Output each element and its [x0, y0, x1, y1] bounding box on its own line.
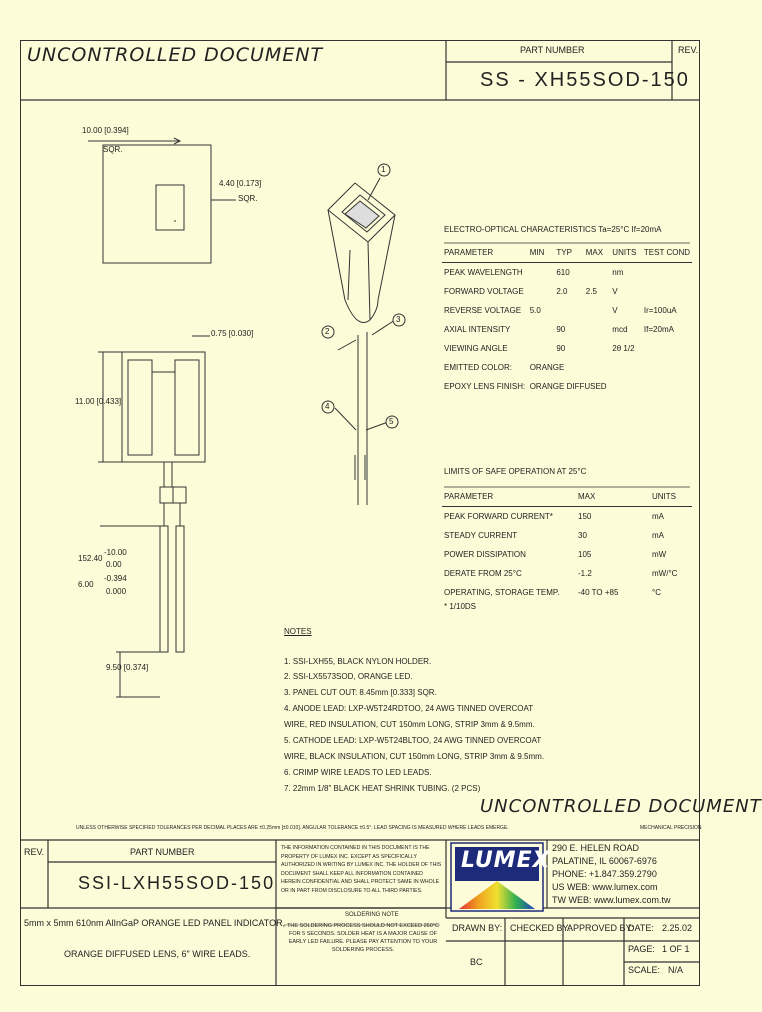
description-line-2: ORANGE DIFFUSED LENS, 6" WIRE LEADS.	[64, 949, 251, 959]
note-line: WIRE, RED INSULATION, CUT 150mm LONG, STRIP 3mm & 9.5mm.	[284, 720, 535, 729]
cell: 610	[556, 268, 570, 277]
part-number-label-top: PART NUMBER	[520, 45, 585, 55]
dim-wire-c: 0.00	[106, 560, 122, 569]
limits-footnote: * 1/10DS	[444, 602, 477, 611]
cell	[528, 282, 555, 301]
address-line: TW WEB: www.lumex.com.tw	[552, 895, 671, 905]
confidential-note: THE INFORMATION CONTAINED IN THIS DOCUMENT IS THE PROPERTY OF LUMEX INC. EXCEPT AS SPECIFICALLY AUTHORIZED IN WRITING BY LUMEX INC. THE HOLDER OF THIS DOCUMENT SHALL KEEP ALL INFORMATION CONTAINED HEREIN CONFIDENTIAL AND SHALL PROTECT SAME IN WHOLE OR IN PART FROM DISCLOSURE TO ALL THIRD PARTIES.	[281, 845, 442, 894]
cell: 30	[578, 531, 587, 540]
cell	[528, 263, 555, 283]
lumex-logo	[449, 841, 551, 913]
rev-label-top: REV.	[678, 45, 699, 55]
cell	[584, 339, 611, 358]
cell: FORWARD VOLTAGE	[444, 287, 524, 296]
cell: mA	[652, 512, 664, 521]
electro-h-max: MAX	[584, 243, 611, 263]
table-row	[442, 507, 692, 527]
limits-h-param: PARAMETER	[442, 487, 576, 507]
note-line: 4. ANODE LEAD: LXP-W5T24RDTOO, 24 AWG TINNED OVERCOAT	[284, 704, 534, 713]
uncontrolled-doc-top: UNCONTROLLED DOCUMENT	[27, 44, 324, 66]
cell: 2.0	[556, 287, 568, 296]
cell: PEAK WAVELENGTH	[444, 268, 523, 277]
cell	[642, 339, 692, 358]
cell: 5.0	[529, 306, 541, 315]
electro-table	[442, 243, 692, 396]
callout-3: 3	[396, 315, 401, 324]
table-row	[442, 377, 692, 396]
cell: ORANGE DIFFUSED	[529, 382, 607, 391]
checked-by-label: CHECKED BY:	[510, 923, 571, 933]
electro-title: ELECTRO-OPTICAL CHARACTERISTICS Ta=25°C If=20mA	[444, 225, 662, 234]
note-line: 3. PANEL CUT OUT: 8.45mm [0.333] SQR.	[284, 688, 437, 697]
rev-label-bottom: REV.	[24, 847, 45, 857]
cell: mW	[652, 550, 667, 559]
cell	[584, 320, 611, 339]
cell	[584, 263, 611, 283]
limits-title: LIMITS OF SAFE OPERATION AT 25°C	[444, 467, 587, 476]
cell: VIEWING ANGLE	[444, 344, 508, 353]
table-row	[442, 339, 692, 358]
cell: V	[612, 287, 618, 296]
callout-2: 2	[325, 327, 330, 336]
page-value: 1 OF 1	[662, 944, 690, 954]
note-line: 1. SSI-LXH55, BLACK NYLON HOLDER.	[284, 657, 432, 666]
electro-h-min: MIN	[528, 243, 555, 263]
cell: °C	[652, 588, 661, 597]
electro-h-param: PARAMETER	[442, 243, 528, 263]
date-label: DATE:	[628, 923, 654, 933]
drawn-by: BC	[470, 957, 483, 967]
dim-height: 11.00 [0.433]	[75, 397, 122, 406]
table-row	[442, 583, 692, 602]
cell: mW/°C	[652, 569, 678, 578]
cell: DERATE FROM 25°C	[444, 569, 522, 578]
address-line: PHONE: +1.847.359.2790	[552, 869, 657, 879]
dim-width: 10.00 [0.394]	[82, 126, 129, 135]
callout-4: 4	[325, 402, 330, 411]
cell: mA	[652, 531, 664, 540]
table-row	[442, 545, 692, 564]
cell: 105	[578, 550, 592, 559]
page-label: PAGE:	[628, 944, 655, 954]
dim-wire-e: -0.394	[104, 574, 127, 583]
dim-width-sub: SQR.	[103, 145, 123, 154]
cell: nm	[612, 268, 624, 277]
electro-h-units: UNITS	[610, 243, 642, 263]
cell	[528, 320, 555, 339]
dim-inner-sub: SQR.	[238, 194, 258, 203]
cell: PEAK FORWARD CURRENT*	[444, 512, 553, 521]
callout-5: 5	[389, 417, 394, 426]
cell: 150	[578, 512, 592, 521]
electro-header-row	[442, 243, 692, 263]
table-row	[442, 564, 692, 583]
uncontrolled-doc-bottom: UNCONTROLLED DOCUMENT	[480, 796, 762, 817]
tolerance-note: UNLESS OTHERWISE SPECIFIED TOLERANCES PER DECIMAL PLACES ARE ±0.25mm [±0.010]. ANGULAR TOLERANCE ±0.5°. LEAD SPACING IS MEASURED WHERE LEADS EMERGE.	[76, 825, 509, 831]
date-value: 2.25.02	[662, 923, 693, 933]
description-line-1: 5mm x 5mm 610nm AlInGaP ORANGE LED PANEL INDICATOR,	[24, 918, 286, 928]
table-row	[442, 263, 692, 283]
part-number-label-bottom: PART NUMBER	[130, 847, 195, 857]
cell	[642, 263, 692, 283]
limits-h-units: UNITS	[650, 487, 692, 507]
note-line: 5. CATHODE LEAD: LXP-W5T24BLTOO, 24 AWG TINNED OVERCOAT	[284, 736, 542, 745]
table-row	[442, 282, 692, 301]
address-line: PALATINE, IL 60067-6976	[552, 856, 657, 866]
drawn-by-label: DRAWN BY:	[452, 923, 503, 933]
part-number-bottom: SSI-LXH55SOD-150	[78, 873, 276, 893]
cell: REVERSE VOLTAGE	[444, 306, 522, 315]
cell: -40 TO +85	[578, 588, 619, 597]
cell: 2.5	[585, 287, 597, 296]
notes-title: NOTES	[284, 627, 312, 636]
dim-inner: 4.40 [0.173]	[219, 179, 262, 188]
cell: If=20mA	[643, 325, 674, 334]
approved-by-label: APPROVED BY:	[567, 923, 634, 933]
mechanical-tolerance: MECHANICAL PRECISION	[640, 825, 702, 831]
cell: EMITTED COLOR:	[444, 363, 513, 372]
note-line: 6. CRIMP WIRE LEADS TO LED LEADS.	[284, 768, 432, 777]
dim-wire-a: 152.40	[78, 554, 103, 563]
cell: -1.2	[578, 569, 592, 578]
electro-h-test: TEST COND	[642, 243, 692, 263]
dim-lead: 0.75 [0.030]	[211, 329, 254, 338]
cell: ORANGE	[529, 363, 565, 372]
note-line: 7. 22mm 1/8" BLACK HEAT SHRINK TUBING. (2 PCS)	[284, 784, 481, 793]
note-line: 2. SSI-LX5573SOD, ORANGE LED.	[284, 672, 413, 681]
cell: OPERATING, STORAGE TEMP.	[444, 588, 560, 597]
solder-title: SOLDERING NOTE	[345, 912, 399, 918]
cell: STEADY CURRENT	[444, 531, 518, 540]
cell: 2θ 1/2	[612, 344, 635, 353]
logo-text: LUMEX	[461, 848, 551, 873]
table-row	[442, 526, 692, 545]
cell	[642, 282, 692, 301]
part-number-top: SS - XH55SOD-150	[480, 69, 690, 91]
cell: EPOXY LENS FINISH:	[444, 382, 526, 391]
limits-table	[442, 487, 692, 602]
dim-wire-d: 6.00	[78, 580, 94, 589]
scale-value: N/A	[668, 965, 684, 975]
cell: V	[612, 306, 618, 315]
cell	[584, 301, 611, 320]
address-line: 290 E. HELEN ROAD	[552, 843, 640, 853]
callout-1: 1	[381, 165, 386, 174]
solder-note: THE SOLDERING PROCESS SHOULD NOT EXCEED 260°C FOR 5 SECONDS. SOLDER HEAT IS A MAJOR CAUSE OF EARLY LED FAILURE. PLEASE PAY ATTENTION TO YOUR SOLDERING PROCESS.	[287, 923, 439, 953]
address-line: US WEB: www.lumex.com	[552, 882, 658, 892]
cell	[554, 301, 583, 320]
table-row	[442, 320, 692, 339]
electro-h-typ: TYP	[554, 243, 583, 263]
cell: AXIAL INTENSITY	[444, 325, 511, 334]
cell	[528, 339, 555, 358]
cell: 90	[556, 325, 566, 334]
cell: Ir=100uA	[643, 306, 677, 315]
cell: mcd	[612, 325, 628, 334]
cell: 90	[556, 344, 566, 353]
cell: POWER DISSIPATION	[444, 550, 526, 559]
dim-strip: 9.50 [0.374]	[106, 663, 149, 672]
table-row	[442, 358, 692, 377]
note-line: WIRE, BLACK INSULATION, CUT 150mm LONG, STRIP 3mm & 9.5mm.	[284, 752, 545, 761]
dim-wire-f: 0.000	[106, 587, 127, 596]
dim-wire-b: -10.00	[104, 548, 127, 557]
table-row	[442, 301, 692, 320]
limits-header-row	[442, 487, 692, 507]
scale-label: SCALE:	[628, 965, 661, 975]
limits-h-max: MAX	[576, 487, 650, 507]
